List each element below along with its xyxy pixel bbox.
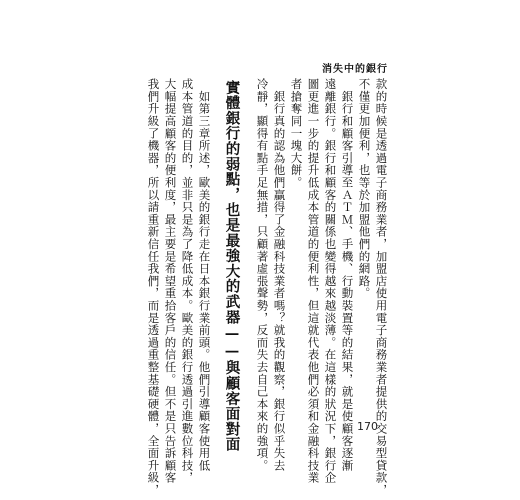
body-text-column: 遠離銀行。銀行和顧客的關係也變得越來越淡薄。在這樣的狀況下，銀行企 bbox=[323, 78, 338, 484]
body-text-column: 成本管道的目的，並非只是為了降低成本。歐美的銀行透過引進數位科技， bbox=[180, 78, 195, 484]
body-text-column: 冷靜，顯得有點手足無措，只顧著虛張聲勢，反而失去自己本來的強項。 bbox=[255, 78, 270, 472]
section-heading: 實體銀行的弱點，也是最強大的武器——與顧客面對面 bbox=[223, 80, 241, 453]
body-text-column: 大幅提高顧客的便利度，最主要是希望重拾客戶的信任。但不是只告訴顧客 bbox=[163, 78, 178, 484]
body-text-column: 我們升級了機器，所以請重新信任我們，而是透過重整基礎硬體，全面升級， bbox=[146, 78, 161, 497]
body-text-column: 款的時候是透過電子商務業者，加盟店使用電子商務業者提供的交易型貸款， bbox=[374, 78, 389, 497]
body-text-column: 如第三章所述，歐美的銀行走在日本銀行業前頭。他們引導顧客使用低 bbox=[197, 78, 212, 472]
body-text-column: 者搶奪同一塊大餅。 bbox=[289, 78, 304, 189]
page-number: 170 bbox=[357, 420, 378, 433]
body-text-column: 圖更進一步的提升低成本管道的便利性，但這就代表他們必須和金融科技業 bbox=[306, 78, 321, 484]
running-header: 消失中的銀行 bbox=[322, 64, 388, 75]
body-text-column: 銀行真的認為他們贏得了金融科技業者嗎？就我的觀察，銀行似乎失去 bbox=[272, 78, 287, 472]
body-text-column: 不僅更加便利，也等於加盟他們的網路。 bbox=[357, 78, 372, 300]
body-text-column: 銀行和顧客引導至ＡＴＭ、手機、行動裝置等的結果，就是使顧客逐漸 bbox=[340, 78, 355, 472]
